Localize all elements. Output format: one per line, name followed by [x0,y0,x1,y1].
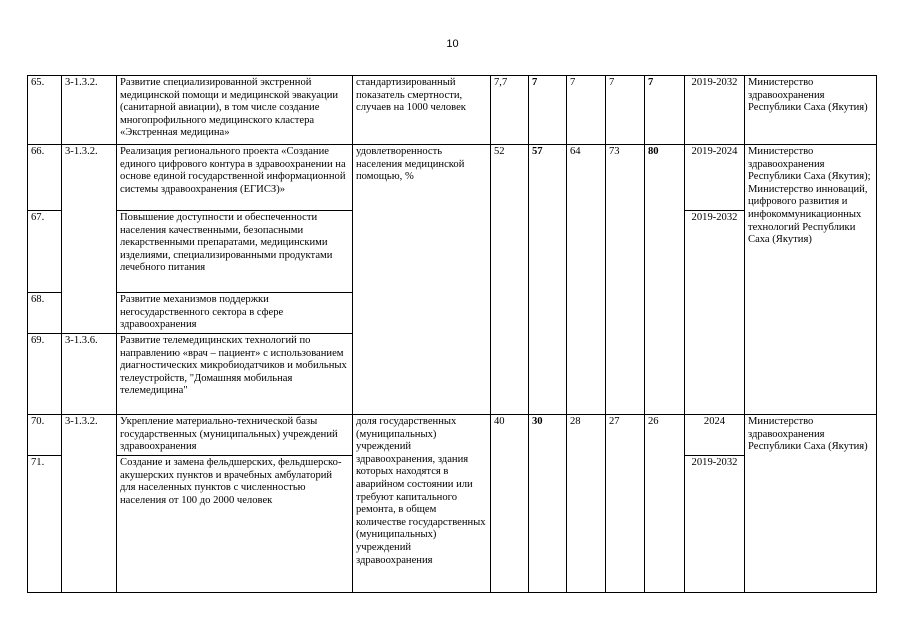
row-number: 68. [28,293,62,334]
action-plan-table [27,75,877,593]
activity-cell: Реализация регионального проекта «Создание единого цифрового контура в здравоохранении на основе единой государственной информационной системы здравоохранения (ЕГИСЗ)» [117,145,353,211]
row-number: 65. [28,76,62,145]
value-cell: 28 [567,415,606,593]
activity-cell: Повышение доступности и обеспеченности населения качественными, безопасными лекарственными препаратами, медицинскими изделиями, специализированными продуктами лечебного питания [117,211,353,293]
value-cell: 80 [645,145,685,415]
responsible-cell: Министерство здравоохранения Республики Саха (Якутия) [745,76,877,145]
responsible-cell: Министерство здравоохранения Республики Саха (Якутия) [745,415,877,593]
value-cell: 7 [645,76,685,145]
indicator-cell: доля государственных (муниципальных) учреждений здравоохранения, здания которых находятся в аварийном состоянии или требуют капитального ремонта, в общем количестве государственных (муниципальных) учреждений здравоохранения [353,415,491,593]
row-code: 3-1.3.2. [62,76,117,145]
table-row [28,76,877,145]
row-number: 67. [28,211,62,293]
row-number: 69. [28,334,62,415]
responsible-cell: Министерство здравоохранения Республики Саха (Якутия); Министерство инноваций, цифрового развития и инфокоммуникационных технологий Республики Саха (Якутия) [745,145,877,415]
period-cell: 2019-2032 [685,211,745,415]
row-code: 3-1.3.2. [62,415,117,593]
period-cell: 2024 [685,415,745,456]
value-cell: 26 [645,415,685,593]
value-cell: 27 [606,415,645,593]
value-cell: 7 [529,76,567,145]
activity-cell: Развитие телемедицинских технологий по направлению «врач – пациент» с использованием диагностических микробиодатчиков и мобильных телеустройств, "Домашняя мобильная телемедицина" [117,334,353,415]
value-cell: 7 [606,76,645,145]
period-cell: 2019-2024 [685,145,745,211]
indicator-cell: удовлетворенность населения медицинской помощью, % [353,145,491,415]
table-row [28,145,877,211]
indicator-cell: стандартизированный показатель смертности, случаев на 1000 человек [353,76,491,145]
value-cell: 40 [491,415,529,593]
table-row [28,415,877,456]
period-cell: 2019-2032 [685,456,745,593]
activity-cell: Развитие специализированной экстренной медицинской помощи и медицинской эвакуации (санитарной авиации), в том числе создание многопрофильного медицинского кластера «Экстренная медицина» [117,76,353,145]
page-number: 10 [446,38,459,50]
value-cell: 73 [606,145,645,415]
row-code: 3-1.3.6. [62,334,117,415]
row-number: 71. [28,456,62,593]
value-cell: 7,7 [491,76,529,145]
activity-cell: Укрепление материально-технической базы государственных (муниципальных) учреждений здравоохранения [117,415,353,456]
row-code: 3-1.3.2. [62,145,117,334]
row-number: 66. [28,145,62,211]
activity-cell: Создание и замена фельдшерских, фельдшерско-акушерских пунктов и врачебных амбулаторий для населенных пунктов с численностью населения от 100 до 2000 человек [117,456,353,593]
value-cell: 52 [491,145,529,415]
row-number: 70. [28,415,62,456]
value-cell: 57 [529,145,567,415]
period-cell: 2019-2032 [685,76,745,145]
value-cell: 30 [529,415,567,593]
value-cell: 64 [567,145,606,415]
activity-cell: Развитие механизмов поддержки негосударственного сектора в сфере здравоохранения [117,293,353,334]
value-cell: 7 [567,76,606,145]
